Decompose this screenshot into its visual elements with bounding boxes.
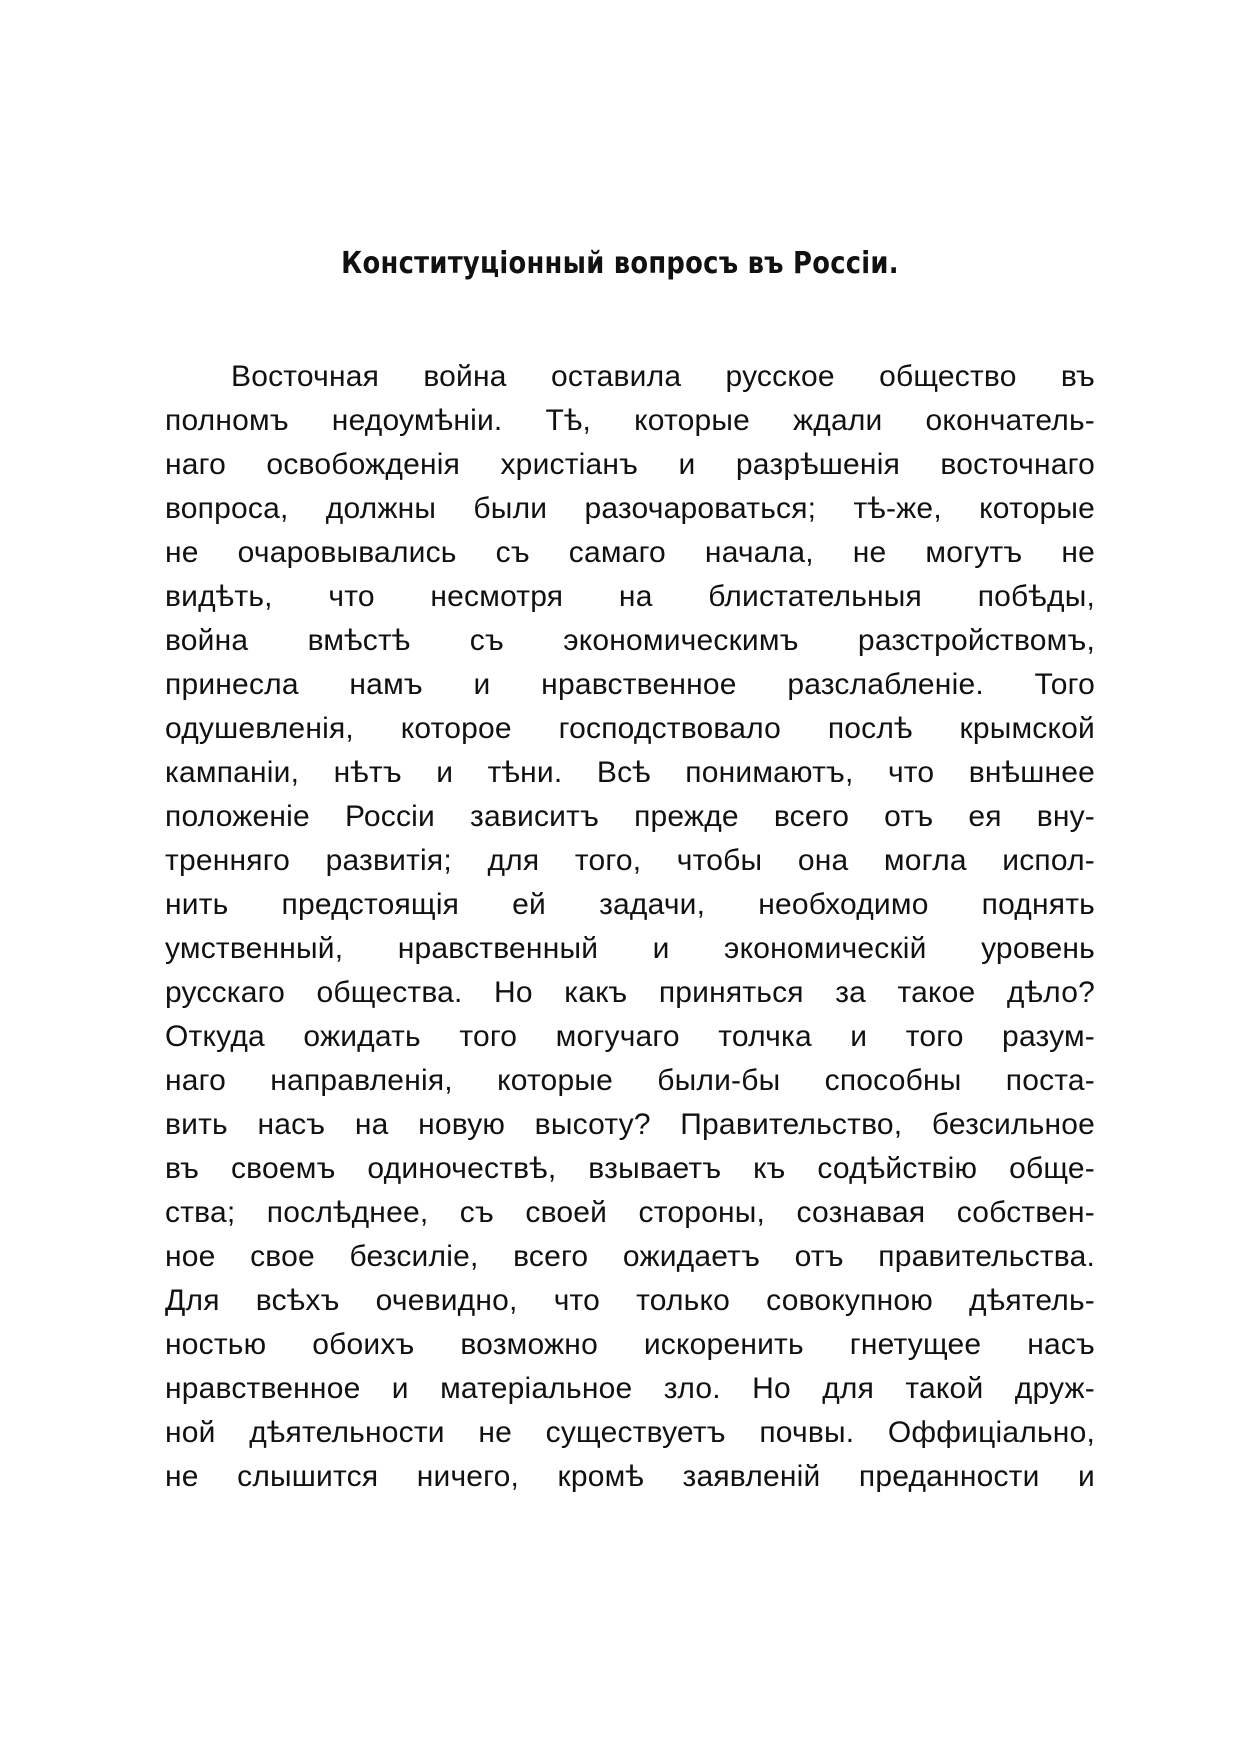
text-line: принесла намъ и нравственное разслабленiе. Того xyxy=(165,668,1095,701)
text-line: нравственное и матерiальное зло. Но для такой друж- xyxy=(165,1372,1095,1405)
text-line: не очаровывались съ самаго начала, не могутъ не xyxy=(165,536,1095,569)
text-line: кампанiи, нѣтъ и тѣни. Всѣ понимаютъ, что внѣшнее xyxy=(165,756,1095,789)
text-line: одушевленiя, которое господствовало послѣ крымской xyxy=(165,712,1095,745)
text-line: полномъ недоумѣнiи. Тѣ, которые ждали окончатель- xyxy=(165,404,1095,437)
text-line: вопроса, должны были разочароваться; тѣ-же, которые xyxy=(165,492,1095,525)
text-line: ностью обоихъ возможно искоренить гнетущее насъ xyxy=(165,1328,1095,1361)
text-line: война вмѣстѣ съ экономическимъ разстройствомъ, xyxy=(165,624,1095,657)
text-line: ной дѣятельности не существуетъ почвы. Оффицiально, xyxy=(165,1416,1095,1449)
text-line: русскаго общества. Но какъ приняться за такое дѣло? xyxy=(165,976,1095,1009)
text-line: Откуда ожидать того могучаго толчка и того разум- xyxy=(165,1020,1095,1053)
text-line: видѣть, что несмотря на блистательныя побѣды, xyxy=(165,580,1095,613)
text-line: вить насъ на новую высоту? Правительство, безсильное xyxy=(165,1108,1095,1141)
chapter-title: Конституцiонный вопросъ въ Россiи. xyxy=(341,246,899,281)
body-paragraph xyxy=(165,355,1095,1499)
text-line: тренняго развитiя; для того, чтобы она могла испол- xyxy=(165,844,1095,877)
text-line: не слышится ничего, кромѣ заявленiй преданности и xyxy=(165,1460,1095,1493)
text-line: ства; послѣднее, съ своей стороны, сознавая собствен- xyxy=(165,1196,1095,1229)
text-line: наго направленiя, которые были-бы способны поста- xyxy=(165,1064,1095,1097)
text-line: наго освобожденiя христiанъ и разрѣшенiя восточнаго xyxy=(165,448,1095,481)
text-line: положенiе Россiи зависитъ прежде всего отъ ея вну- xyxy=(165,800,1095,833)
text-line: ное свое безсилiе, всего ожидаетъ отъ правительства. xyxy=(165,1240,1095,1273)
text-line: Восточная война оставила русское общество въ xyxy=(231,360,1095,393)
text-line: Для всѣхъ очевидно, что только совокупною дѣятель- xyxy=(165,1284,1095,1317)
text-line: умственный, нравственный и экономическiй уровень xyxy=(165,932,1095,965)
text-line: нить предстоящiя ей задачи, необходимо поднять xyxy=(165,888,1095,921)
text-line: въ своемъ одиночествѣ, взываетъ къ содѣйствiю обще- xyxy=(165,1152,1095,1185)
